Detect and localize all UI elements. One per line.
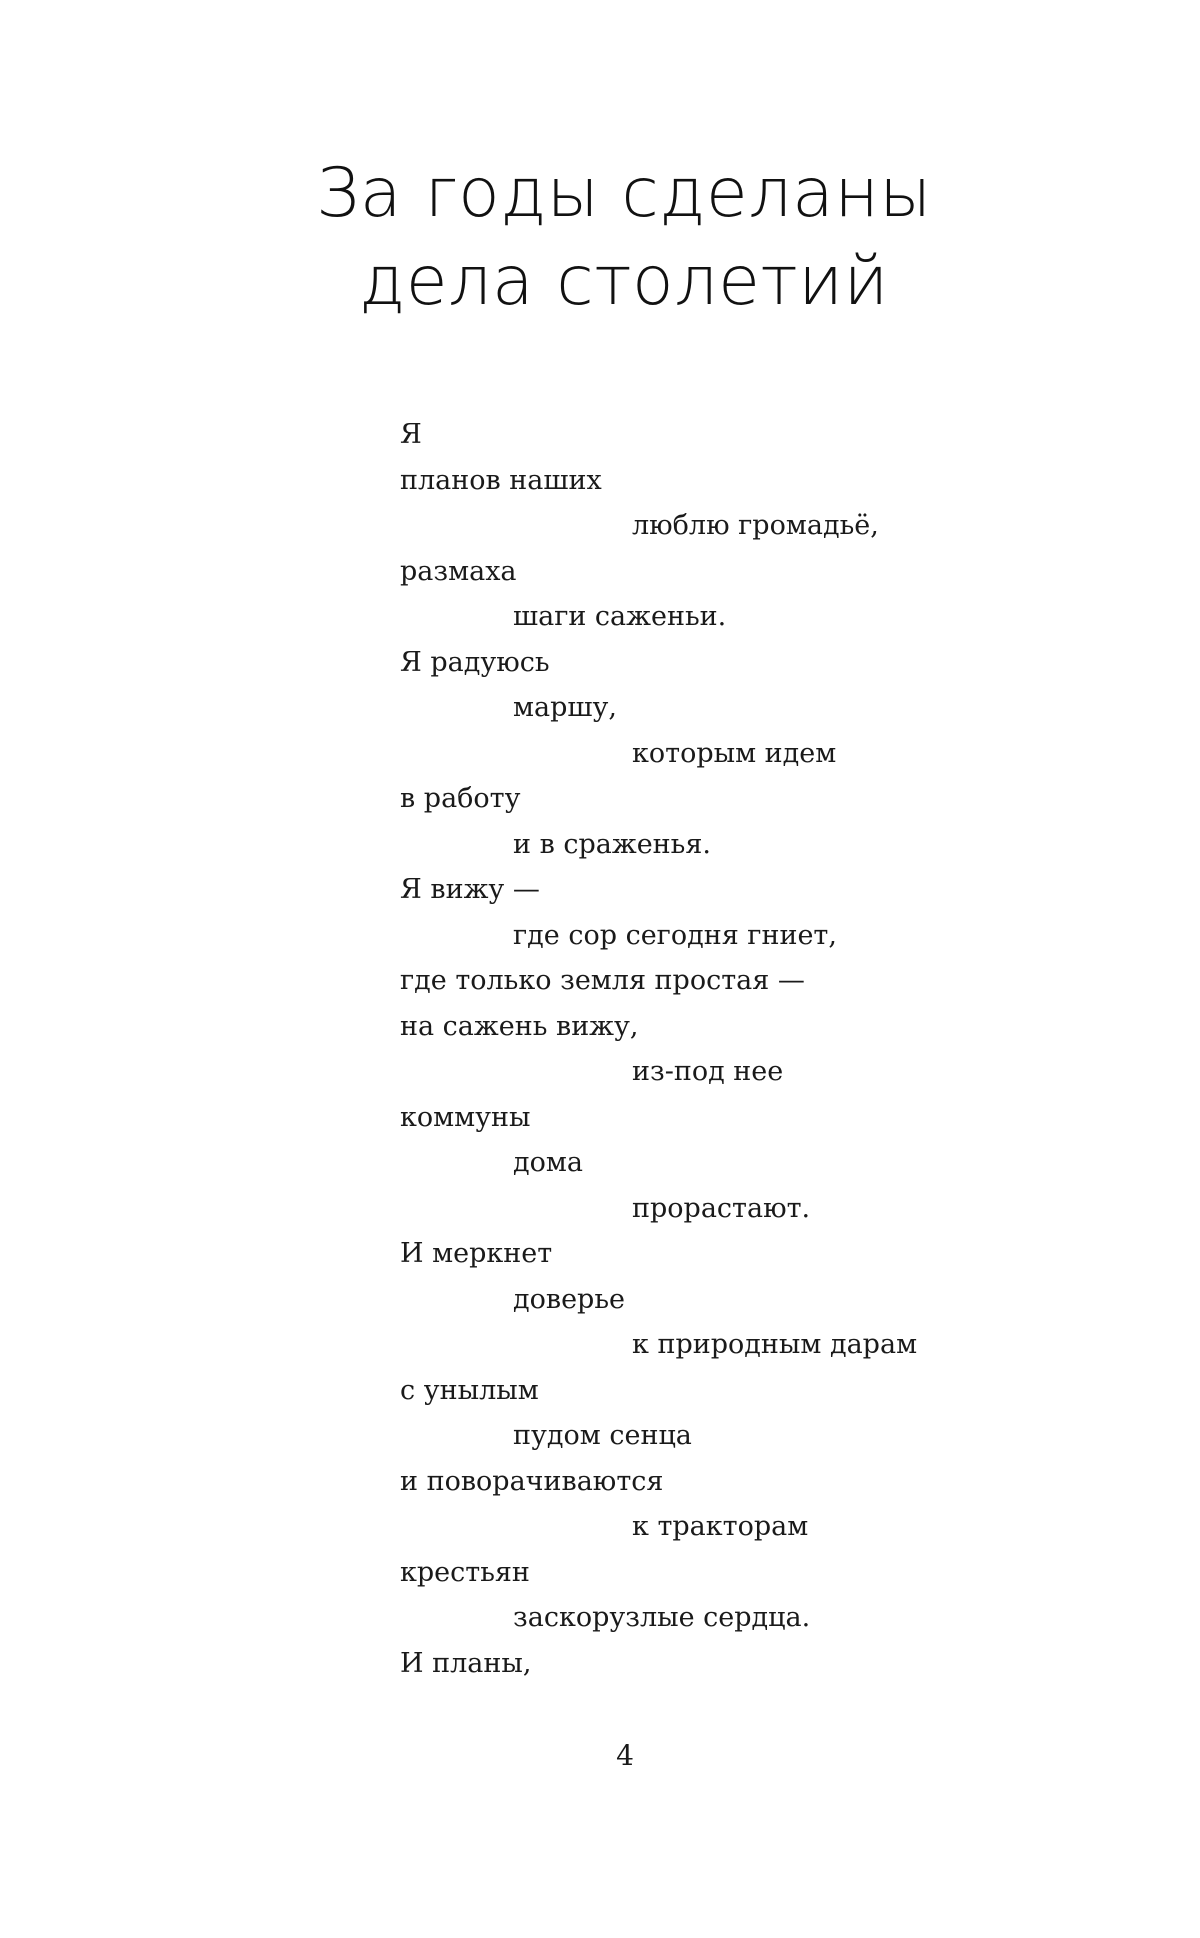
poem-line: размаха <box>400 555 517 587</box>
poem-line: с унылым <box>400 1374 539 1406</box>
poem-line: Я <box>400 419 422 450</box>
poem-line: люблю громадьё, <box>632 510 879 541</box>
page-number: 4 <box>616 1739 634 1772</box>
poem-line: маршу, <box>513 692 617 723</box>
poem-line: коммуны <box>400 1101 531 1133</box>
poem-line: на сажень вижу, <box>400 1010 639 1042</box>
poem-line: И меркнет <box>400 1238 553 1269</box>
poem-line: планов наших <box>400 464 602 496</box>
poem-line: пудом сенца <box>513 1420 692 1451</box>
poem-line: Я вижу — <box>400 874 540 905</box>
poem-line: Я радуюсь <box>400 646 550 678</box>
poem-line: доверье <box>513 1283 626 1315</box>
poem-title-line-1: За годы сделаны <box>316 154 932 233</box>
poem-body <box>400 412 1020 1686</box>
poem-line: из-под нее <box>632 1056 784 1087</box>
poem-line: к тракторам <box>632 1511 809 1542</box>
poem-line: крестьян <box>400 1556 530 1588</box>
poem-line: дома <box>513 1147 583 1178</box>
poem-title <box>0 150 1200 326</box>
poem-title-line-2: дела столетий <box>359 242 889 321</box>
poem-line: заскорузлые сердца. <box>513 1602 811 1633</box>
poem-line: и в сраженья. <box>513 828 711 860</box>
poem-line: к природным дарам <box>632 1329 918 1360</box>
poem-line: в работу <box>400 783 521 814</box>
poem-line: и поворачиваются <box>400 1465 664 1497</box>
poem-line: где только земля простая — <box>400 965 805 996</box>
poem-line: которым идем <box>632 737 837 769</box>
poem-line: шаги саженьи. <box>513 601 727 632</box>
poem-line: прорастают. <box>632 1192 811 1224</box>
poem-line: И планы, <box>400 1647 532 1679</box>
poem-line: где сор сегодня гниет, <box>513 919 837 951</box>
